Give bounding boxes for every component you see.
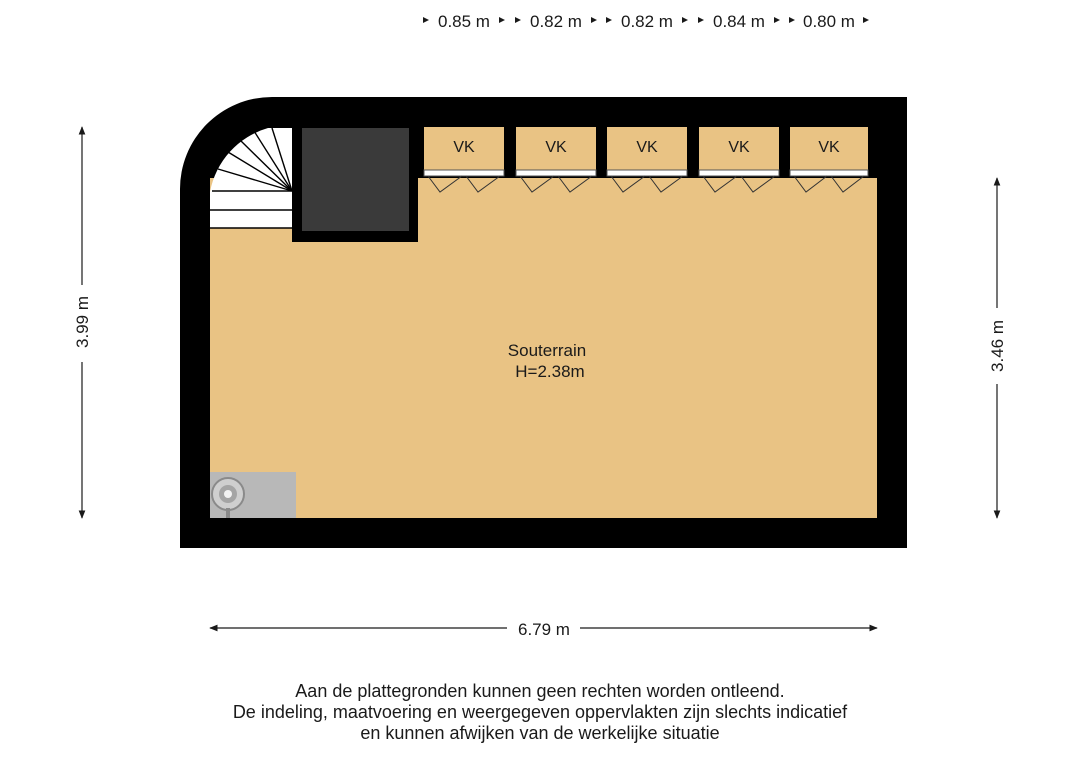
left-dimension-label: 3.99 m	[73, 296, 92, 348]
disclaimer-line-1: Aan de plattegronden kunnen geen rechten worden ontleend.	[295, 681, 785, 701]
top-dimension-2: 0.82 m	[530, 12, 582, 31]
left-dimension	[73, 127, 92, 518]
storage-label-5: VK	[818, 139, 840, 156]
bottom-dimension	[210, 620, 877, 639]
disclaimer-line-3: en kunnen afwijken van de werkelijke situatie	[360, 723, 720, 743]
top-dimension-4: 0.84 m	[713, 12, 765, 31]
disclaimer	[0, 681, 1080, 744]
storage-label-2: VK	[545, 139, 567, 156]
right-dimension	[988, 178, 1007, 518]
void-shaft	[302, 128, 409, 231]
bottom-dimension-label: 6.79 m	[518, 620, 570, 639]
room-height: H=2.38m	[515, 362, 585, 381]
storage-label-1: VK	[453, 139, 475, 156]
room-name: Souterrain	[507, 341, 587, 360]
storage-label-4: VK	[728, 139, 750, 156]
right-dimension-label: 3.46 m	[988, 320, 1007, 372]
disclaimer-line-2: De indeling, maatvoering en weergegeven oppervlakten zijn slechts indicatief	[232, 702, 848, 722]
top-dimension-5: 0.80 m	[803, 12, 855, 31]
top-dimension-1: 0.85 m	[438, 12, 490, 31]
floor-drain-fixture	[210, 472, 296, 518]
storage-label-3: VK	[636, 139, 658, 156]
top-dimensions	[423, 12, 869, 31]
top-dimension-3: 0.82 m	[621, 12, 673, 31]
